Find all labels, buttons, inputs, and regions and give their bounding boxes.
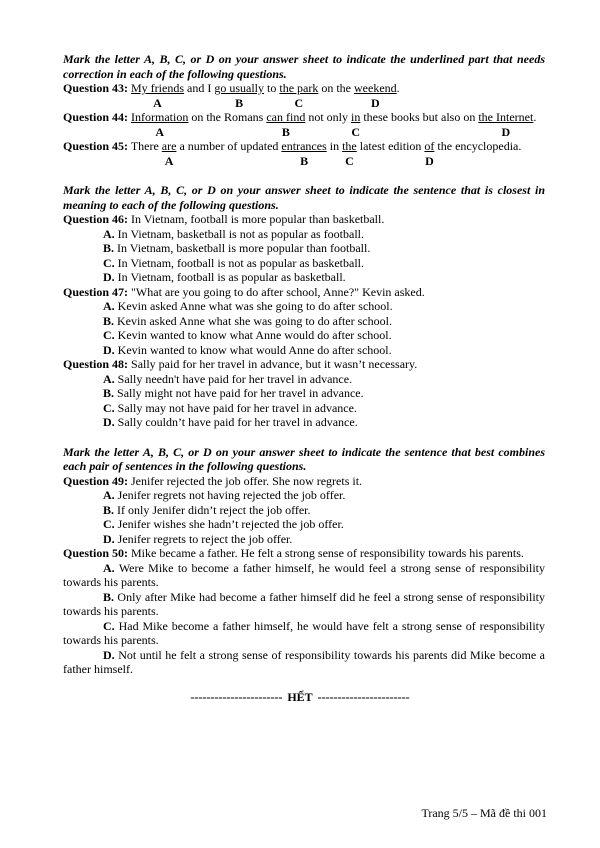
- option-letter: D.: [103, 531, 115, 546]
- answer-letter: A: [155, 124, 165, 139]
- option-letter: A.: [103, 371, 115, 386]
- option-text: Jenifer regrets to reject the job offer.: [117, 531, 293, 546]
- section-instruction: Mark the letter A, B, C, or D on your answer sheet to indicate the sentence that best combines each pair of sentences in the following questions.: [63, 444, 545, 473]
- question-stem: [63, 285, 545, 300]
- letter-anchor: [424, 154, 434, 168]
- text-segment: .: [396, 81, 400, 95]
- option-letter: D.: [103, 415, 115, 429]
- option-text: In Vietnam, basketball is not as popular as football.: [117, 226, 365, 241]
- letter-anchor: [266, 125, 305, 139]
- option-letter: B.: [103, 241, 115, 255]
- stem-text: Sally paid for her travel in advance, but it wasn’t necessary.: [131, 357, 418, 371]
- option-text: Kevin wanted to know what would Anne do after school.: [117, 342, 392, 357]
- end-marker: [0, 690, 600, 705]
- ghost-text: [188, 125, 266, 139]
- underlined-part-A: are: [161, 139, 177, 153]
- letter-anchor: [478, 125, 533, 139]
- letter-anchor: [162, 154, 177, 168]
- underlined-part-B: can find: [266, 110, 306, 124]
- option-letter: C.: [103, 328, 115, 342]
- question-stem: [63, 212, 545, 227]
- option-A: [63, 299, 545, 314]
- option-text: Jenifer wishes she hadn’t rejected the job offer.: [117, 517, 344, 531]
- question-line: [63, 139, 545, 154]
- option-letter: B.: [103, 313, 115, 328]
- underlined-part-A: Information: [131, 110, 189, 124]
- option-A: [63, 227, 545, 242]
- option-letter: A.: [103, 226, 115, 241]
- answer-letter: D: [425, 153, 434, 168]
- text-segment: .: [533, 110, 537, 124]
- answer-letter: C: [351, 124, 361, 139]
- option-letter: C.: [103, 517, 115, 531]
- option-text: Had Mike become a father himself, he would have felt a strong sense of responsibility towards his parents.: [63, 618, 545, 647]
- option-C: [63, 328, 545, 343]
- answer-letter: A: [153, 95, 162, 110]
- option-text: In Vietnam, football is not as popular as basketball.: [117, 255, 365, 270]
- question-line: [63, 81, 545, 96]
- option-text: Sally may not have paid for her travel in advance.: [117, 400, 357, 415]
- question-stem: [63, 474, 545, 489]
- option-B: [63, 386, 545, 401]
- option-text: Kevin wanted to know what Anne would do after school.: [117, 328, 392, 342]
- option-letter: D.: [103, 270, 115, 284]
- letter-anchor: [214, 96, 264, 110]
- ghost-text: [63, 125, 128, 139]
- option-D: [63, 270, 545, 285]
- text-segment: latest edition: [356, 139, 425, 153]
- ghost-text: [318, 96, 354, 110]
- end-label: HẾT: [287, 689, 313, 704]
- ghost-text: [63, 96, 128, 110]
- ghost-text: [63, 154, 128, 168]
- end-dashes-left: -----------------------: [190, 689, 283, 704]
- option-letter: C.: [103, 255, 115, 270]
- question-stem: [63, 357, 545, 372]
- letter-anchor: [354, 96, 397, 110]
- underlined-part-A: My friends: [131, 81, 185, 95]
- option-C: [63, 619, 545, 648]
- option-letter: D.: [103, 647, 115, 662]
- question-number: Question 45:: [63, 139, 129, 153]
- option-letter: B.: [103, 589, 115, 604]
- option-text: Kevin asked Anne what she was going to do after school.: [117, 313, 392, 328]
- section-1: [63, 52, 545, 168]
- option-text: Sally couldn’t have paid for her travel in advance.: [117, 415, 358, 429]
- text-segment: in: [326, 139, 343, 153]
- ghost-text: [305, 125, 351, 139]
- answer-letter: C: [345, 153, 354, 168]
- stem-text: Jenifer rejected the job offer. She now regrets it.: [131, 473, 363, 488]
- letter-anchor: [131, 125, 188, 139]
- text-segment: and I: [184, 81, 215, 95]
- ghost-text: [397, 96, 400, 110]
- letter-anchor: [131, 96, 184, 110]
- underlined-part-C: the park: [279, 81, 319, 95]
- answer-letter-row: [63, 125, 545, 140]
- answer-letter: D: [371, 95, 380, 110]
- underlined-part-D: weekend: [354, 81, 397, 95]
- option-A: [63, 488, 545, 503]
- question-number: Question 48:: [63, 357, 129, 371]
- answer-letter: A: [164, 153, 174, 168]
- option-text: Not until he felt a strong sense of responsibility towards his parents did Mike become a father himself.: [63, 647, 545, 676]
- answer-letter: B: [281, 124, 290, 139]
- section-instruction: Mark the letter A, B, C, or D on your answer sheet to indicate the sentence that is closest in meaning to each of the following questions.: [63, 183, 545, 212]
- end-dashes-right: -----------------------: [317, 689, 410, 704]
- option-B: [63, 314, 545, 329]
- answer-letter: B: [300, 153, 309, 168]
- underlined-part-B: go usually: [214, 81, 265, 95]
- letter-anchor: [342, 154, 357, 168]
- letter-anchor: [279, 96, 318, 110]
- option-B: [63, 241, 545, 256]
- option-text: Sally might not have paid for her travel in advance.: [117, 386, 364, 400]
- ghost-text: [533, 125, 536, 139]
- option-letter: B.: [103, 386, 115, 400]
- stem-text: "What are you going to do after school, Anne?" Kevin asked.: [131, 284, 425, 299]
- option-B: [63, 590, 545, 619]
- text-segment: on the Romans: [188, 110, 267, 124]
- answer-letter-row: [63, 96, 545, 111]
- underlined-part-C: the: [342, 139, 357, 153]
- question-number: Question 50:: [63, 546, 129, 560]
- question-line: [63, 110, 545, 125]
- option-text: Jenifer regrets not having rejected the job offer.: [117, 488, 346, 502]
- option-D: [63, 648, 545, 677]
- letter-anchor: [351, 125, 360, 139]
- option-B: [63, 503, 545, 518]
- option-C: [63, 401, 545, 416]
- text-segment: There: [130, 139, 162, 153]
- answer-letter: D: [501, 124, 511, 139]
- option-A: [63, 561, 545, 590]
- option-C: [63, 256, 545, 271]
- question-number: Question 44:: [63, 110, 129, 124]
- option-C: [63, 517, 545, 532]
- option-A: [63, 372, 545, 387]
- text-segment: on the: [318, 81, 355, 95]
- question-number: Question 43:: [63, 81, 129, 95]
- option-text: In Vietnam, basketball is more popular than football.: [117, 241, 371, 255]
- option-letter: A.: [103, 560, 115, 575]
- ghost-text: [264, 96, 279, 110]
- option-D: [63, 532, 545, 547]
- stem-text: Mike became a father. He felt a strong sense of responsibility towards his parents.: [131, 546, 524, 560]
- text-segment: the encyclopedia.: [434, 139, 522, 153]
- ghost-text: [184, 96, 214, 110]
- option-letter: C.: [103, 618, 115, 633]
- page-footer: Trang 5/5 – Mã đề thi 001: [421, 806, 547, 820]
- option-text: Only after Mike had become a father himself did he feel a strong sense of responsibility towards his parents.: [63, 589, 545, 618]
- stem-text: In Vietnam, football is more popular than basketball.: [131, 212, 385, 226]
- underlined-part-D: of: [424, 139, 435, 153]
- question-number: Question 49:: [63, 473, 129, 488]
- option-text: Were Mike to become a father himself, he would feel a strong sense of responsibility towards his parents.: [63, 560, 545, 589]
- ghost-text: [434, 154, 521, 168]
- option-letter: D.: [103, 342, 115, 357]
- option-text: If only Jenifer didn’t reject the job offer.: [117, 502, 311, 517]
- ghost-text: [176, 154, 281, 168]
- section-2: [63, 183, 545, 430]
- option-text: Kevin asked Anne what was she going to do after school.: [117, 299, 393, 313]
- question-number: Question 46:: [63, 212, 129, 226]
- underlined-part-D: the Internet: [478, 110, 534, 124]
- section-3: [63, 445, 545, 677]
- option-letter: A.: [103, 488, 115, 502]
- ghost-text: [327, 154, 342, 168]
- answer-letter-row: [63, 154, 545, 169]
- question-number: Question 47:: [63, 284, 129, 299]
- option-letter: C.: [103, 400, 115, 415]
- underlined-part-C: in: [351, 110, 361, 124]
- text-segment: not only: [305, 110, 351, 124]
- answer-letter: C: [294, 95, 304, 110]
- text-segment: to: [264, 81, 280, 95]
- option-letter: B.: [103, 502, 115, 517]
- answer-letter: B: [235, 95, 244, 110]
- text-segment: these books but also on: [360, 110, 479, 124]
- option-D: [63, 343, 545, 358]
- section-instruction: Mark the letter A, B, C, or D on your answer sheet to indicate the underlined part that needs correction in each of the following questions.: [63, 52, 545, 81]
- question-stem: [63, 546, 545, 561]
- option-letter: A.: [103, 299, 115, 313]
- option-text: Sally needn't have paid for her travel in advance.: [117, 371, 353, 386]
- letter-anchor: [281, 154, 326, 168]
- ghost-text: [360, 125, 478, 139]
- option-D: [63, 415, 545, 430]
- option-text: In Vietnam, football is as popular as basketball.: [117, 270, 346, 284]
- ghost-text: [357, 154, 425, 168]
- text-segment: a number of updated: [176, 139, 282, 153]
- ghost-text: [131, 154, 162, 168]
- underlined-part-B: entrances: [281, 139, 327, 153]
